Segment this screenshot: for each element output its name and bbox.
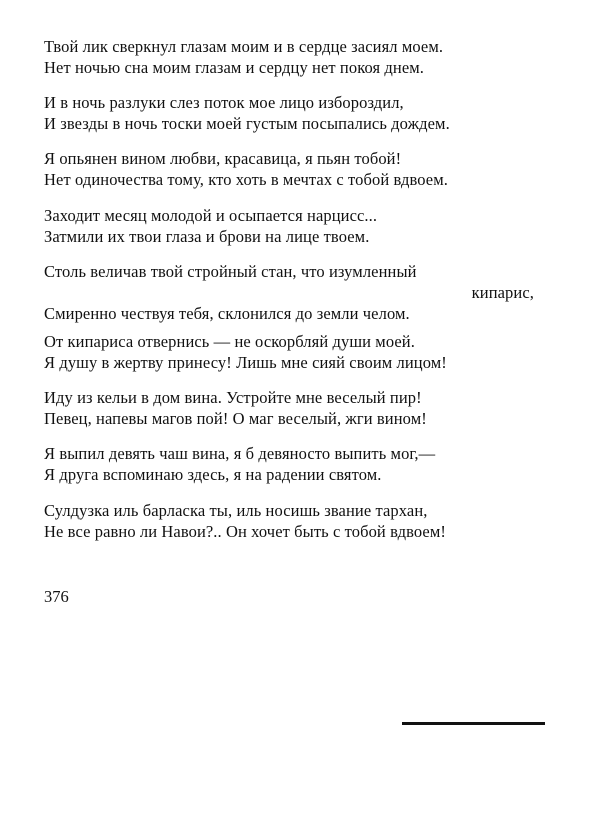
stanza-7 — [44, 387, 534, 429]
stanza-9 — [44, 500, 534, 542]
verse-line: Не все равно ли Навои?.. Он хочет быть с тобой вдвоем! — [44, 522, 446, 541]
stanza-1 — [44, 36, 534, 78]
verse-line: Я душу в жертву принесу! Лишь мне сияй своим лицом! — [44, 353, 447, 372]
verse-line: Нет ночью сна моим глазам и сердцу нет покоя днем. — [44, 58, 425, 77]
verse-line: Заходит месяц молодой и осыпается нарцисс... — [44, 206, 378, 225]
verse-line: Твой лик сверкнул глазам моим и в сердце засиял моем. — [44, 37, 444, 56]
stanza-2 — [44, 92, 534, 134]
verse-line: Смиренно чествуя тебя, склонился до земли челом. — [44, 304, 410, 323]
stanza-6 — [44, 331, 534, 373]
verse-line: И в ночь разлуки слез поток мое лицо избороздил, — [44, 93, 404, 112]
verse-line: Я опьянен вином любви, красавица, я пьян тобой! — [44, 149, 402, 168]
verse-line: Нет одиночества тому, кто хоть в мечтах с тобой вдвоем. — [44, 170, 448, 189]
verse-line: И звезды в ночь тоски моей густым посыпались дождем. — [44, 114, 450, 133]
stanza-5 — [44, 261, 534, 324]
stanza-8 — [44, 443, 534, 485]
verse-line: Я друга вспоминаю здесь, я на радении святом. — [44, 465, 382, 484]
verse-line-continuation: кипарис, — [471, 283, 534, 302]
verse-line: От кипариса отвернись — не оскорбляй души моей. — [44, 332, 415, 351]
verse-line: Затмили их твои глаза и брови на лице твоем. — [44, 227, 370, 246]
verse-line: Столь величав твой стройный стан, что изумленный — [44, 262, 417, 281]
stanza-4 — [44, 205, 534, 247]
stanza-3 — [44, 148, 534, 190]
verse-line: Я выпил девять чаш вина, я б девяносто выпить мог,— — [44, 444, 436, 463]
footer-rule — [402, 722, 545, 725]
verse-line: Иду из кельи в дом вина. Устройте мне веселый пир! — [44, 388, 422, 407]
verse-line: Сулдузка иль барласка ты, иль носишь звание тархан, — [44, 501, 428, 520]
page-number: 376 — [44, 587, 69, 606]
verse-line: Певец, напевы магов пой! О маг веселый, жги вином! — [44, 409, 427, 428]
